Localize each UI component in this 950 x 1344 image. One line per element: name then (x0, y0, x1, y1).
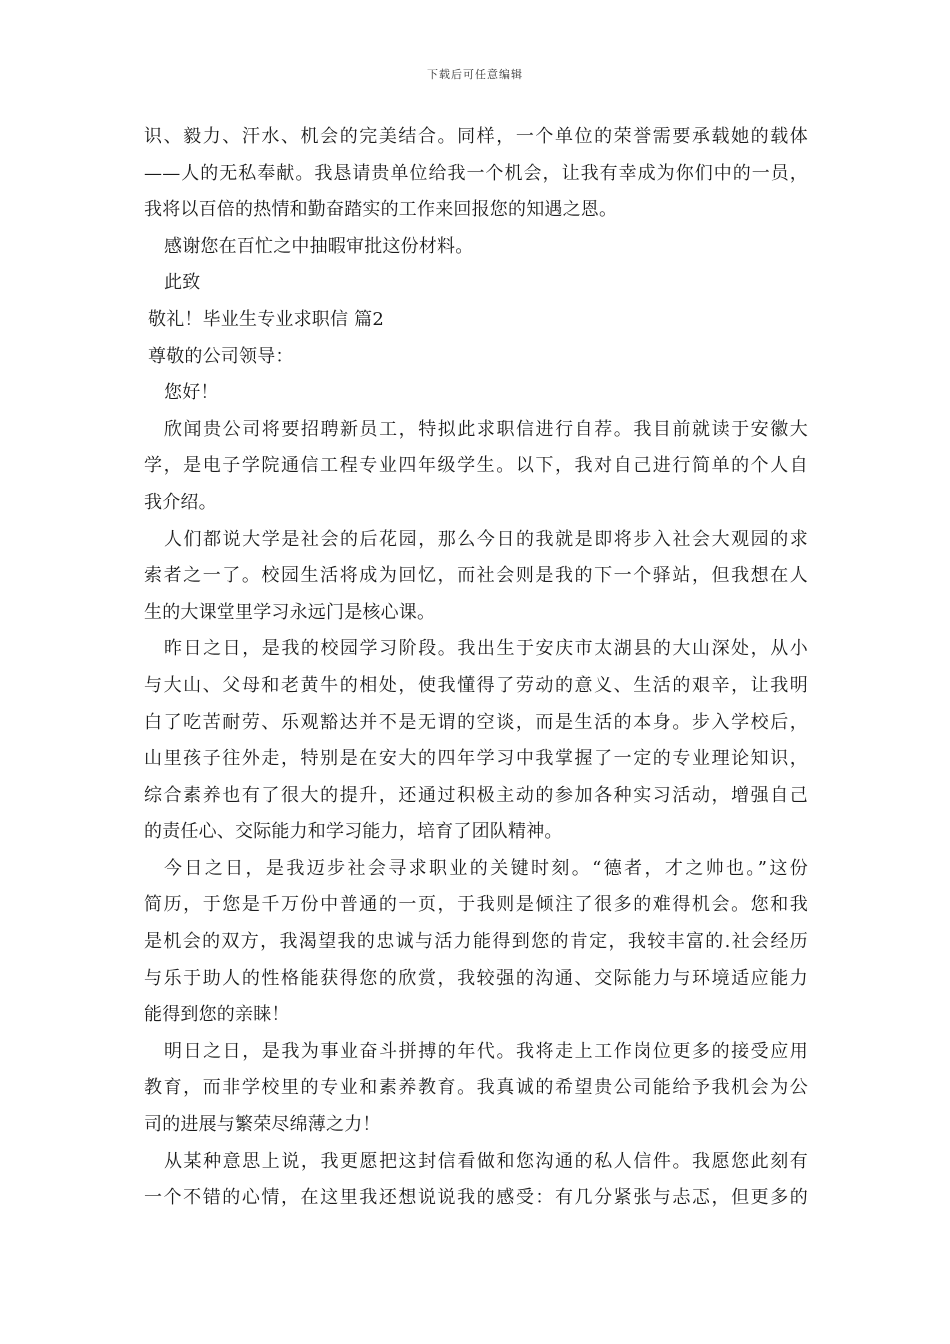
text-line: 山里孩子往外走，特别是在安大的四年学习中我掌握了一定的专业理论知识， (144, 748, 808, 770)
text-line: 今日之日，是我迈步社会寻求职业的关键时刻。“德者，才之帅也。”这份 (164, 857, 808, 879)
document-body (144, 119, 808, 1217)
page-header-note: 下载后可任意编辑 (427, 68, 523, 81)
text-line: 是机会的双方，我渴望我的忠诚与活力能得到您的肯定，我较丰富的.社会经历 (144, 931, 808, 953)
text-line: 此致 (164, 272, 201, 294)
text-line: 一个不错的心情，在这里我还想说说我的感受：有几分紧张与忐忑，但更多的 (144, 1187, 808, 1209)
text-line: 从某种意思上说，我更愿把这封信看做和您沟通的私人信件。我愿您此刻有 (164, 1150, 808, 1172)
text-line: ——人的无私奉献。我恳请贵单位给我一个机会，让我有幸成为你们中的一员， (144, 162, 808, 184)
text-line: 司的进展与繁荣尽绵薄之力！ (144, 1114, 381, 1136)
text-line: 我将以百倍的热情和勤奋踏实的工作来回报您的知遇之恩。 (144, 199, 618, 221)
text-line: 尊敬的公司领导： (148, 345, 294, 367)
text-line: 感谢您在百忙之中抽暇审批这份材料。 (164, 235, 474, 257)
text-line: 与大山、父母和老黄牛的相处，使我懂得了劳动的意义、生活的艰辛，让我明 (144, 674, 808, 696)
text-line: 敬礼！毕业生专业求职信 篇2 (148, 308, 384, 330)
text-line: 教育，而非学校里的专业和素养教育。我真诚的希望贵公司能给予我机会为公 (144, 1077, 808, 1099)
text-line: 昨日之日，是我的校园学习阶段。我出生于安庆市太湖县的大山深处，从小 (164, 638, 808, 660)
text-line: 的责任心、交际能力和学习能力，培育了团队精神。 (144, 821, 563, 843)
text-line: 我介绍。 (144, 491, 217, 513)
text-line: 索者之一了。校园生活将成为回忆，而社会则是我的下一个驿站，但我想在人 (144, 565, 808, 587)
text-line: 生的大课堂里学习永远门是核心课。 (144, 601, 436, 623)
text-line: 综合素养也有了很大的提升，还通过积极主动的参加各种实习活动，增强自己 (144, 784, 808, 806)
text-line: 明日之日，是我为事业奋斗拼搏的年代。我将走上工作岗位更多的接受应用 (164, 1040, 808, 1062)
text-line: 能得到您的亲睐！ (144, 1004, 290, 1026)
text-line: 简历，于您是千万份中普通的一页，于我则是倾注了很多的难得机会。您和我 (144, 894, 808, 916)
text-line: 与乐于助人的性格能获得您的欣赏，我较强的沟通、交际能力与环境适应能力 (144, 967, 808, 989)
text-line: 学，是电子学院通信工程专业四年级学生。以下，我对自己进行简单的个人自 (144, 455, 808, 477)
text-line: 您好！ (164, 382, 219, 404)
text-line: 人们都说大学是社会的后花园，那么今日的我就是即将步入社会大观园的求 (164, 528, 808, 550)
text-line: 白了吃苦耐劳、乐观豁达并不是无谓的空谈，而是生活的本身。步入学校后， (144, 711, 808, 733)
text-line: 欣闻贵公司将要招聘新员工，特拟此求职信进行自荐。我目前就读于安徽大 (164, 418, 808, 440)
text-line: 识、毅力、汗水、机会的完美结合。同样，一个单位的荣誉需要承载她的载体 (144, 126, 808, 147)
